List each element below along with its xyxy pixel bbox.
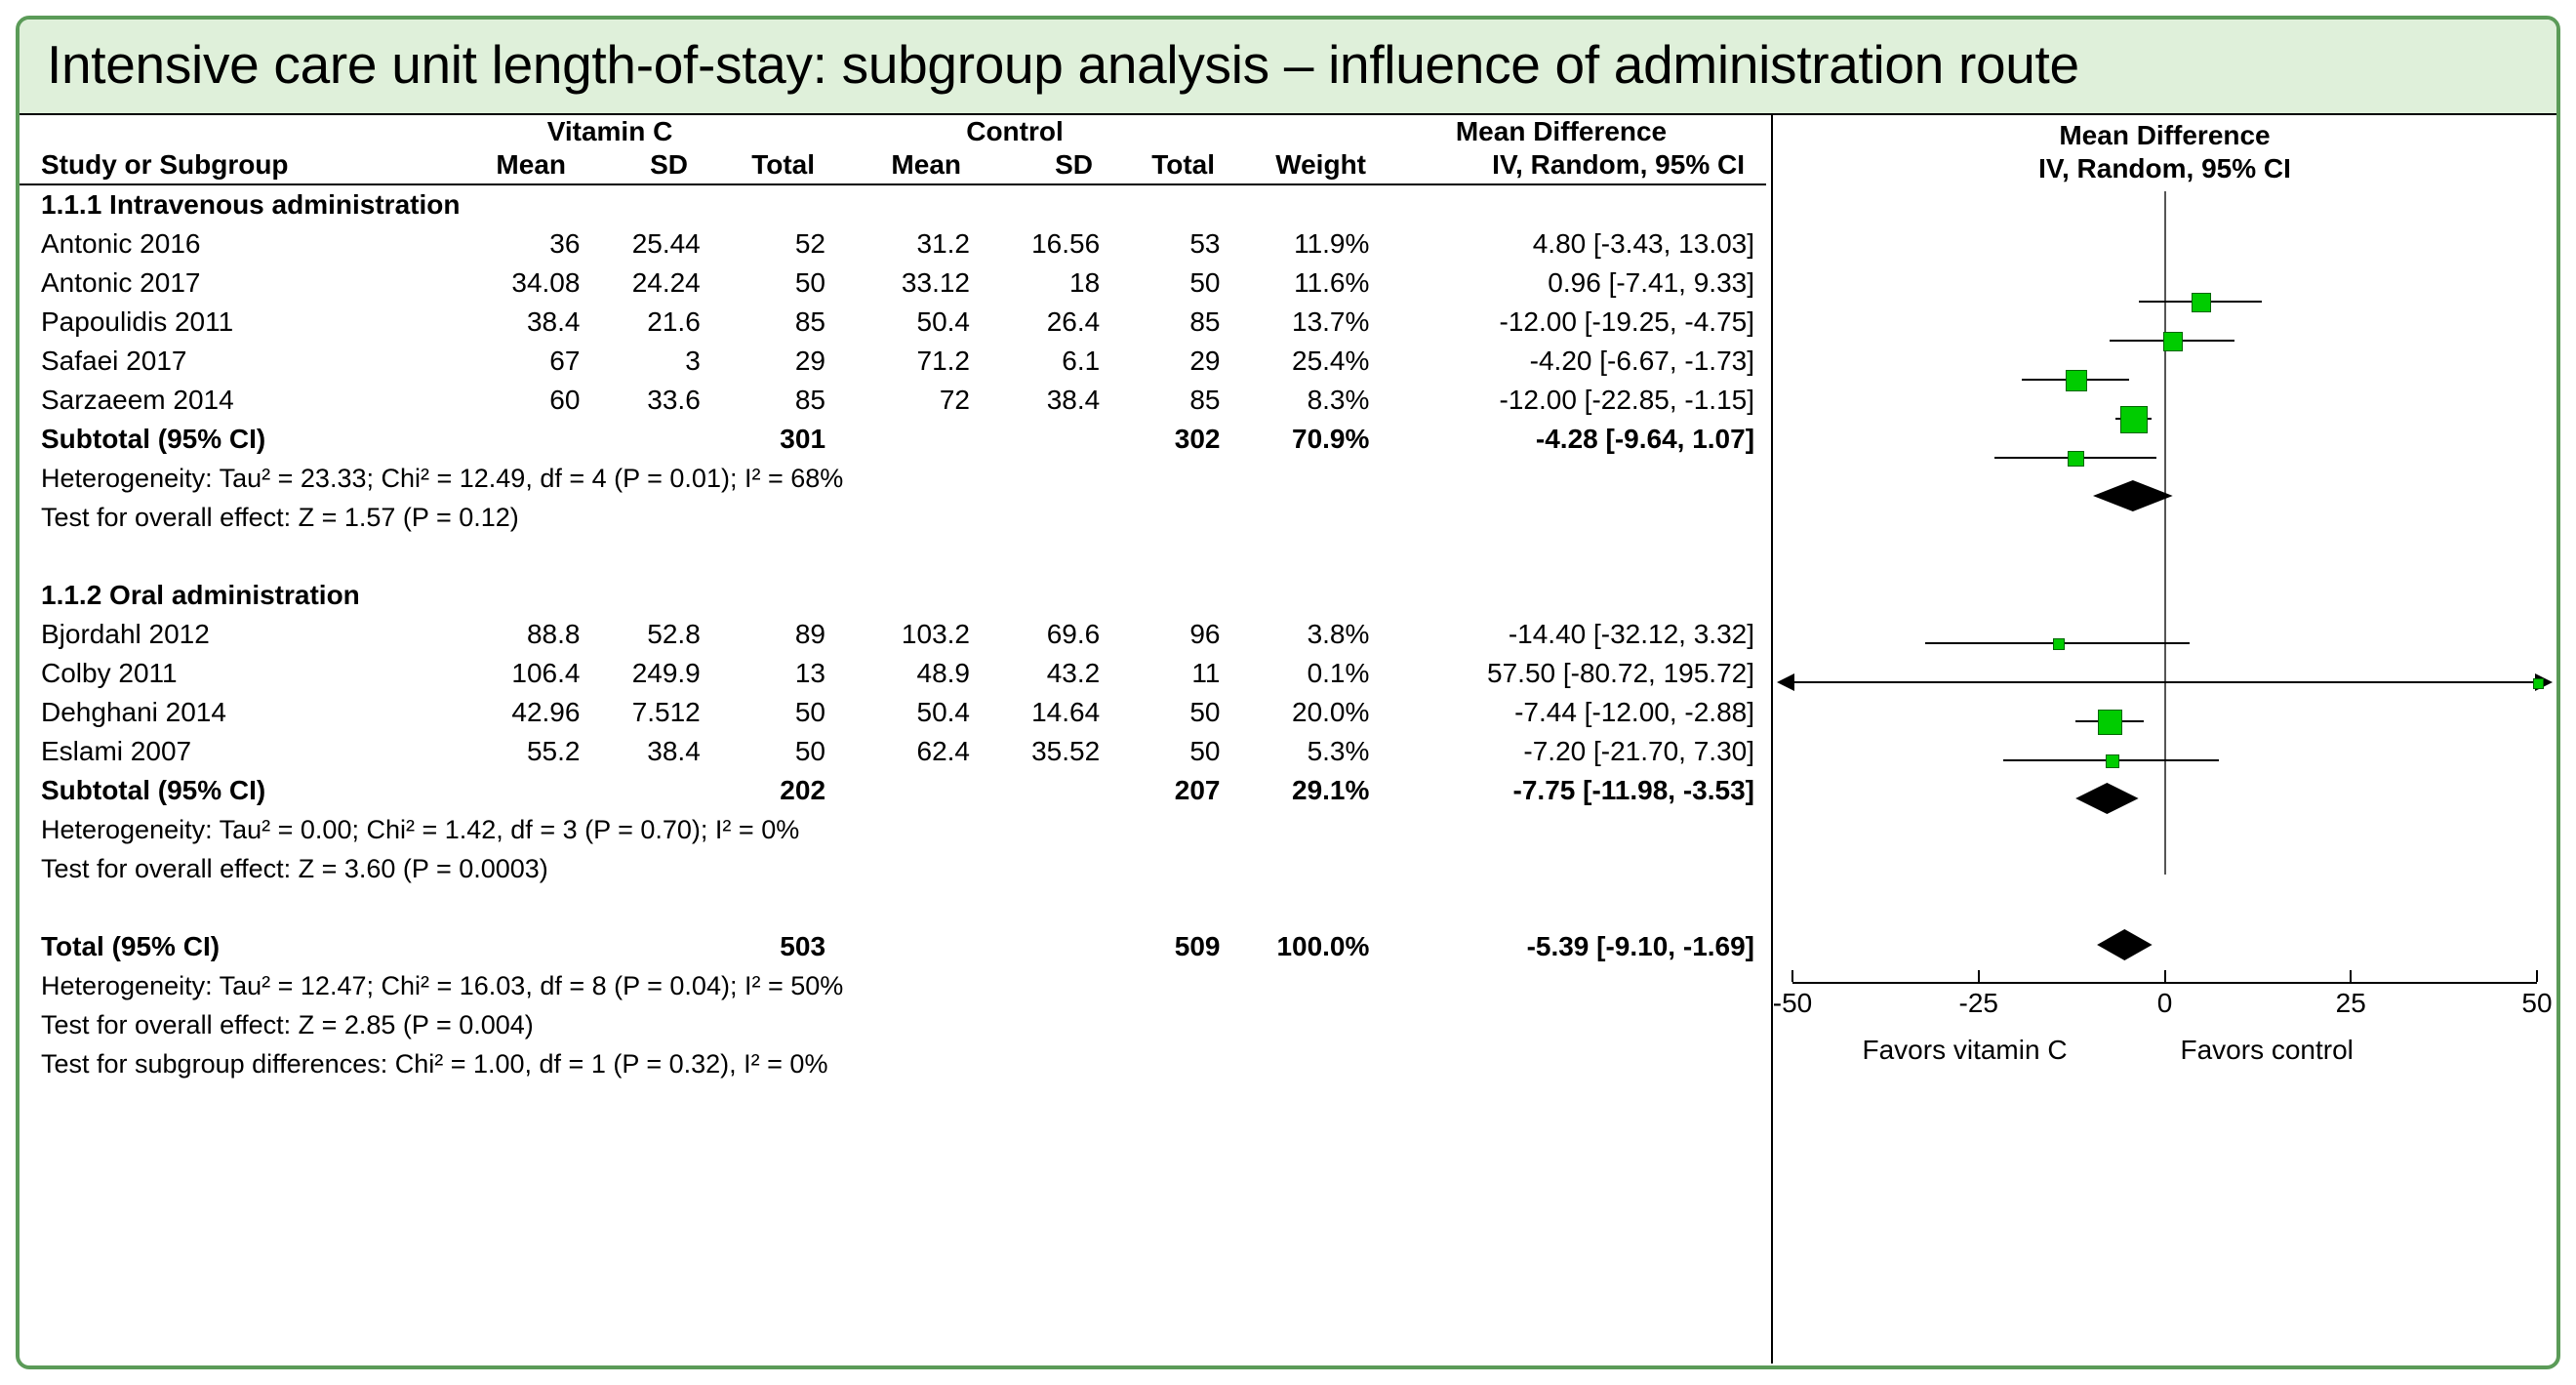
total-row xyxy=(20,927,1766,966)
table-row xyxy=(20,342,1766,381)
overall-effect-note-total: Test for overall effect: Z = 2.85 (P = 0.004) xyxy=(41,1010,534,1039)
section-spacer xyxy=(20,537,1766,576)
cell-mean-vitc xyxy=(422,771,581,810)
cell-weight: 11.9% xyxy=(1294,228,1370,259)
figure-body xyxy=(20,115,2556,1364)
subtotal-row-2 xyxy=(20,771,1766,810)
column-header-mean-vitc: Mean xyxy=(496,149,566,180)
cell-mean-vitc: 36 xyxy=(549,228,581,259)
cell-total-control: 50 xyxy=(1189,267,1221,298)
cell-ci: -7.44 [-12.00, -2.88] xyxy=(1514,697,1755,727)
cell-sd-control: 18 xyxy=(1069,267,1101,298)
x-axis-tick xyxy=(1791,970,1793,982)
study-effect-marker xyxy=(2068,451,2084,468)
cell-sd-control: 43.2 xyxy=(1046,658,1101,688)
cell-total-control: 85 xyxy=(1189,306,1221,337)
cell-mean-vitc xyxy=(422,927,581,966)
cell-ci: -14.40 [-32.12, 3.32] xyxy=(1508,619,1755,649)
cell-mean-vitc: 88.8 xyxy=(526,619,581,649)
cell-sd-vitc xyxy=(580,771,700,810)
x-axis-tick-label: -25 xyxy=(1958,988,1998,1018)
cell-total-vitc: 202 xyxy=(780,775,826,805)
table-row xyxy=(20,224,1766,264)
column-header-total-vitc: Total xyxy=(751,149,815,180)
column-header-ci: IV, Random, 95% CI xyxy=(1492,149,1745,180)
cell-sd-control: 69.6 xyxy=(1046,619,1101,649)
cell-total-vitc: 50 xyxy=(794,267,826,298)
subgroup-label-1: 1.1.1 Intravenous administration xyxy=(41,189,461,220)
cell-sd-vitc xyxy=(580,927,700,966)
cell-weight: 20.0% xyxy=(1292,697,1370,727)
cell-study: Subtotal (95% CI) xyxy=(41,424,266,454)
x-axis-tick-label: 25 xyxy=(2335,988,2366,1018)
cell-sd-control xyxy=(970,927,1100,966)
favors-left-label: Favors vitamin C xyxy=(1862,1035,2068,1065)
cell-mean-control: 48.9 xyxy=(916,658,970,688)
cell-total-control: 50 xyxy=(1189,697,1221,727)
column-header-mean-control: Mean xyxy=(891,149,961,180)
table-row xyxy=(20,615,1766,654)
cell-mean-control: 33.12 xyxy=(901,267,970,298)
study-effect-marker xyxy=(2066,370,2086,390)
cell-total-control: 207 xyxy=(1174,775,1221,805)
forest-header-line2: IV, Random, 95% CI xyxy=(2038,153,2291,183)
cell-ci: -7.20 [-21.70, 7.30] xyxy=(1523,736,1755,766)
cell-mean-control xyxy=(825,927,970,966)
cell-total-vitc: 85 xyxy=(794,385,826,415)
cell-weight: 8.3% xyxy=(1307,385,1370,415)
section-spacer xyxy=(20,888,1766,927)
summary-diamond xyxy=(2097,929,2153,960)
cell-mean-vitc: 42.96 xyxy=(511,697,581,727)
cell-mean-vitc xyxy=(422,420,581,459)
group-header-control: Control xyxy=(966,116,1064,146)
table-row xyxy=(20,693,1766,732)
cell-mean-control: 50.4 xyxy=(916,697,970,727)
cell-sd-vitc: 249.9 xyxy=(631,658,701,688)
x-axis-tick-label: 50 xyxy=(2521,988,2553,1018)
cell-ci: -12.00 [-19.25, -4.75] xyxy=(1499,306,1755,337)
x-axis-tick-label: 0 xyxy=(2156,988,2173,1018)
cell-total-control: 53 xyxy=(1189,228,1221,259)
study-effect-marker xyxy=(2098,710,2122,734)
cell-sd-vitc xyxy=(580,420,700,459)
group-header-spacer xyxy=(20,115,405,148)
cell-weight: 0.1% xyxy=(1307,658,1370,688)
table-row xyxy=(20,303,1766,342)
cell-ci: 4.80 [-3.43, 13.03] xyxy=(1532,228,1755,259)
cell-sd-control: 6.1 xyxy=(1062,346,1101,376)
table-column-header-row xyxy=(20,148,1766,182)
heterogeneity-note-1: Heterogeneity: Tau² = 23.33; Chi² = 12.49, df = 4 (P = 0.01); I² = 68% xyxy=(41,464,844,493)
x-axis-tick xyxy=(2536,970,2538,982)
cell-sd-vitc: 21.6 xyxy=(647,306,701,337)
cell-total-control: 96 xyxy=(1189,619,1221,649)
cell-total-vitc: 503 xyxy=(780,931,826,961)
table-row xyxy=(20,381,1766,420)
cell-mean-vitc: 34.08 xyxy=(511,267,581,298)
forest-canvas xyxy=(1773,191,2556,1364)
cell-mean-vitc: 60 xyxy=(549,385,581,415)
cell-ci: -4.28 [-9.64, 1.07] xyxy=(1535,424,1755,454)
cell-sd-control: 26.4 xyxy=(1046,306,1101,337)
cell-study: Antonic 2017 xyxy=(41,267,201,298)
cell-total-control: 302 xyxy=(1174,424,1221,454)
heterogeneity-note-total: Heterogeneity: Tau² = 12.47; Chi² = 16.03, df = 8 (P = 0.04); I² = 50% xyxy=(41,971,844,1000)
overall-effect-note-2: Test for overall effect: Z = 3.60 (P = 0.0003) xyxy=(41,854,548,883)
ci-arrow-left xyxy=(1777,673,1794,691)
cell-ci: -7.75 [-11.98, -3.53] xyxy=(1512,775,1755,805)
cell-mean-vitc: 38.4 xyxy=(526,306,581,337)
cell-weight: 29.1% xyxy=(1292,775,1370,805)
x-axis xyxy=(1792,982,2537,984)
favors-right-label: Favors control xyxy=(2180,1035,2354,1065)
heterogeneity-note-2: Heterogeneity: Tau² = 0.00; Chi² = 1.42, df = 3 (P = 0.70); I² = 0% xyxy=(41,815,800,844)
table-row xyxy=(20,732,1766,771)
cell-total-control: 509 xyxy=(1174,931,1221,961)
cell-study: Eslami 2007 xyxy=(41,736,192,766)
cell-total-vitc: 301 xyxy=(780,424,826,454)
study-effect-marker xyxy=(2120,406,2148,433)
cell-mean-control: 31.2 xyxy=(916,228,970,259)
cell-sd-control: 35.52 xyxy=(1031,736,1101,766)
cell-weight: 13.7% xyxy=(1292,306,1370,337)
x-axis-tick-label: -50 xyxy=(1772,988,1813,1018)
cell-total-control: 11 xyxy=(1191,658,1221,688)
x-axis-tick xyxy=(2164,970,2166,982)
cell-study: Bjordahl 2012 xyxy=(41,619,210,649)
study-effect-marker xyxy=(2106,754,2119,768)
cell-study: Dehghani 2014 xyxy=(41,697,226,727)
cell-mean-vitc: 106.4 xyxy=(511,658,581,688)
cell-mean-control xyxy=(825,771,970,810)
cell-study: Subtotal (95% CI) xyxy=(41,775,266,805)
cell-mean-control: 50.4 xyxy=(916,306,970,337)
cell-study: Sarzaeem 2014 xyxy=(41,385,234,415)
x-axis-tick xyxy=(1978,970,1980,982)
cell-mean-vitc: 67 xyxy=(549,346,581,376)
column-header-study: Study or Subgroup xyxy=(41,149,289,180)
cell-study: Total (95% CI) xyxy=(41,931,221,961)
group-header-weight-spacer xyxy=(1215,115,1366,148)
subgroup-differences-note: Test for subgroup differences: Chi² = 1.00, df = 1 (P = 0.32), I² = 0% xyxy=(41,1049,828,1079)
summary-diamond xyxy=(2093,480,2173,511)
cell-sd-vitc: 24.24 xyxy=(631,267,701,298)
cell-weight: 11.6% xyxy=(1294,267,1370,298)
cell-sd-vitc: 33.6 xyxy=(647,385,701,415)
cell-total-vitc: 50 xyxy=(794,697,826,727)
study-effect-marker xyxy=(2053,638,2065,650)
cell-total-vitc: 29 xyxy=(794,346,826,376)
cell-weight: 3.8% xyxy=(1307,619,1370,649)
cell-total-vitc: 89 xyxy=(794,619,826,649)
figure-title: Intensive care unit length-of-stay: subgroup analysis – influence of administration route xyxy=(20,20,2556,115)
cell-total-vitc: 85 xyxy=(794,306,826,337)
cell-total-vitc: 52 xyxy=(794,228,826,259)
cell-total-vitc: 13 xyxy=(794,658,826,688)
cell-sd-vitc: 25.44 xyxy=(631,228,701,259)
cell-weight: 5.3% xyxy=(1307,736,1370,766)
cell-sd-control xyxy=(970,771,1100,810)
subgroup-label-2: 1.1.2 Oral administration xyxy=(41,580,360,610)
null-effect-line xyxy=(2164,191,2166,875)
cell-sd-control: 14.64 xyxy=(1031,697,1101,727)
study-effect-marker xyxy=(2533,678,2544,689)
cell-mean-control: 62.4 xyxy=(916,736,970,766)
results-table xyxy=(20,115,1766,1083)
cell-sd-vitc: 7.512 xyxy=(631,697,701,727)
cell-total-control: 50 xyxy=(1189,736,1221,766)
forest-plot-panel xyxy=(1771,115,2556,1364)
cell-study: Safaei 2017 xyxy=(41,346,187,376)
cell-study: Colby 2011 xyxy=(41,658,178,688)
cell-mean-control: 71.2 xyxy=(916,346,970,376)
cell-sd-control: 16.56 xyxy=(1031,228,1101,259)
forest-header-line1: Mean Difference xyxy=(2059,120,2271,150)
x-axis-tick xyxy=(2350,970,2352,982)
column-header-total-control: Total xyxy=(1151,149,1215,180)
cell-sd-control: 38.4 xyxy=(1046,385,1101,415)
cell-ci: -5.39 [-9.10, -1.69] xyxy=(1526,931,1755,961)
cell-ci: 57.50 [-80.72, 195.72] xyxy=(1487,658,1755,688)
cell-ci: 0.96 [-7.41, 9.33] xyxy=(1548,267,1755,298)
cell-total-control: 85 xyxy=(1189,385,1221,415)
table-group-header-row xyxy=(20,115,1766,148)
study-effect-marker xyxy=(2163,332,2183,351)
cell-weight: 100.0% xyxy=(1276,931,1370,961)
summary-diamond xyxy=(2075,783,2138,814)
cell-ci: -12.00 [-22.85, -1.15] xyxy=(1499,385,1755,415)
cell-sd-vitc: 52.8 xyxy=(647,619,701,649)
cell-total-control: 29 xyxy=(1189,346,1221,376)
subtotal-row-1 xyxy=(20,420,1766,459)
column-header-sd-vitc: SD xyxy=(650,149,688,180)
cell-mean-vitc: 55.2 xyxy=(526,736,581,766)
cell-ci: -4.20 [-6.67, -1.73] xyxy=(1529,346,1755,376)
table-row xyxy=(20,264,1766,303)
overall-effect-note-1: Test for overall effect: Z = 1.57 (P = 0.12) xyxy=(41,503,519,532)
confidence-interval-line xyxy=(1792,681,2537,683)
group-header-mean-difference: Mean Difference xyxy=(1455,116,1668,146)
cell-sd-vitc: 38.4 xyxy=(647,736,701,766)
cell-sd-control xyxy=(970,420,1100,459)
forest-plot-figure xyxy=(16,16,2560,1369)
group-header-vitamin-c: Vitamin C xyxy=(546,116,673,146)
cell-weight: 25.4% xyxy=(1292,346,1370,376)
cell-weight: 70.9% xyxy=(1292,424,1370,454)
study-effect-marker xyxy=(2192,293,2211,312)
table-row xyxy=(20,654,1766,693)
cell-sd-vitc: 3 xyxy=(685,346,701,376)
cell-mean-control xyxy=(825,420,970,459)
column-header-sd-control: SD xyxy=(1055,149,1093,180)
cell-total-vitc: 50 xyxy=(794,736,826,766)
column-header-weight: Weight xyxy=(1275,149,1366,180)
cell-mean-control: 103.2 xyxy=(901,619,970,649)
cell-study: Antonic 2016 xyxy=(41,228,201,259)
cell-study: Papoulidis 2011 xyxy=(41,306,234,337)
cell-mean-control: 72 xyxy=(939,385,970,415)
